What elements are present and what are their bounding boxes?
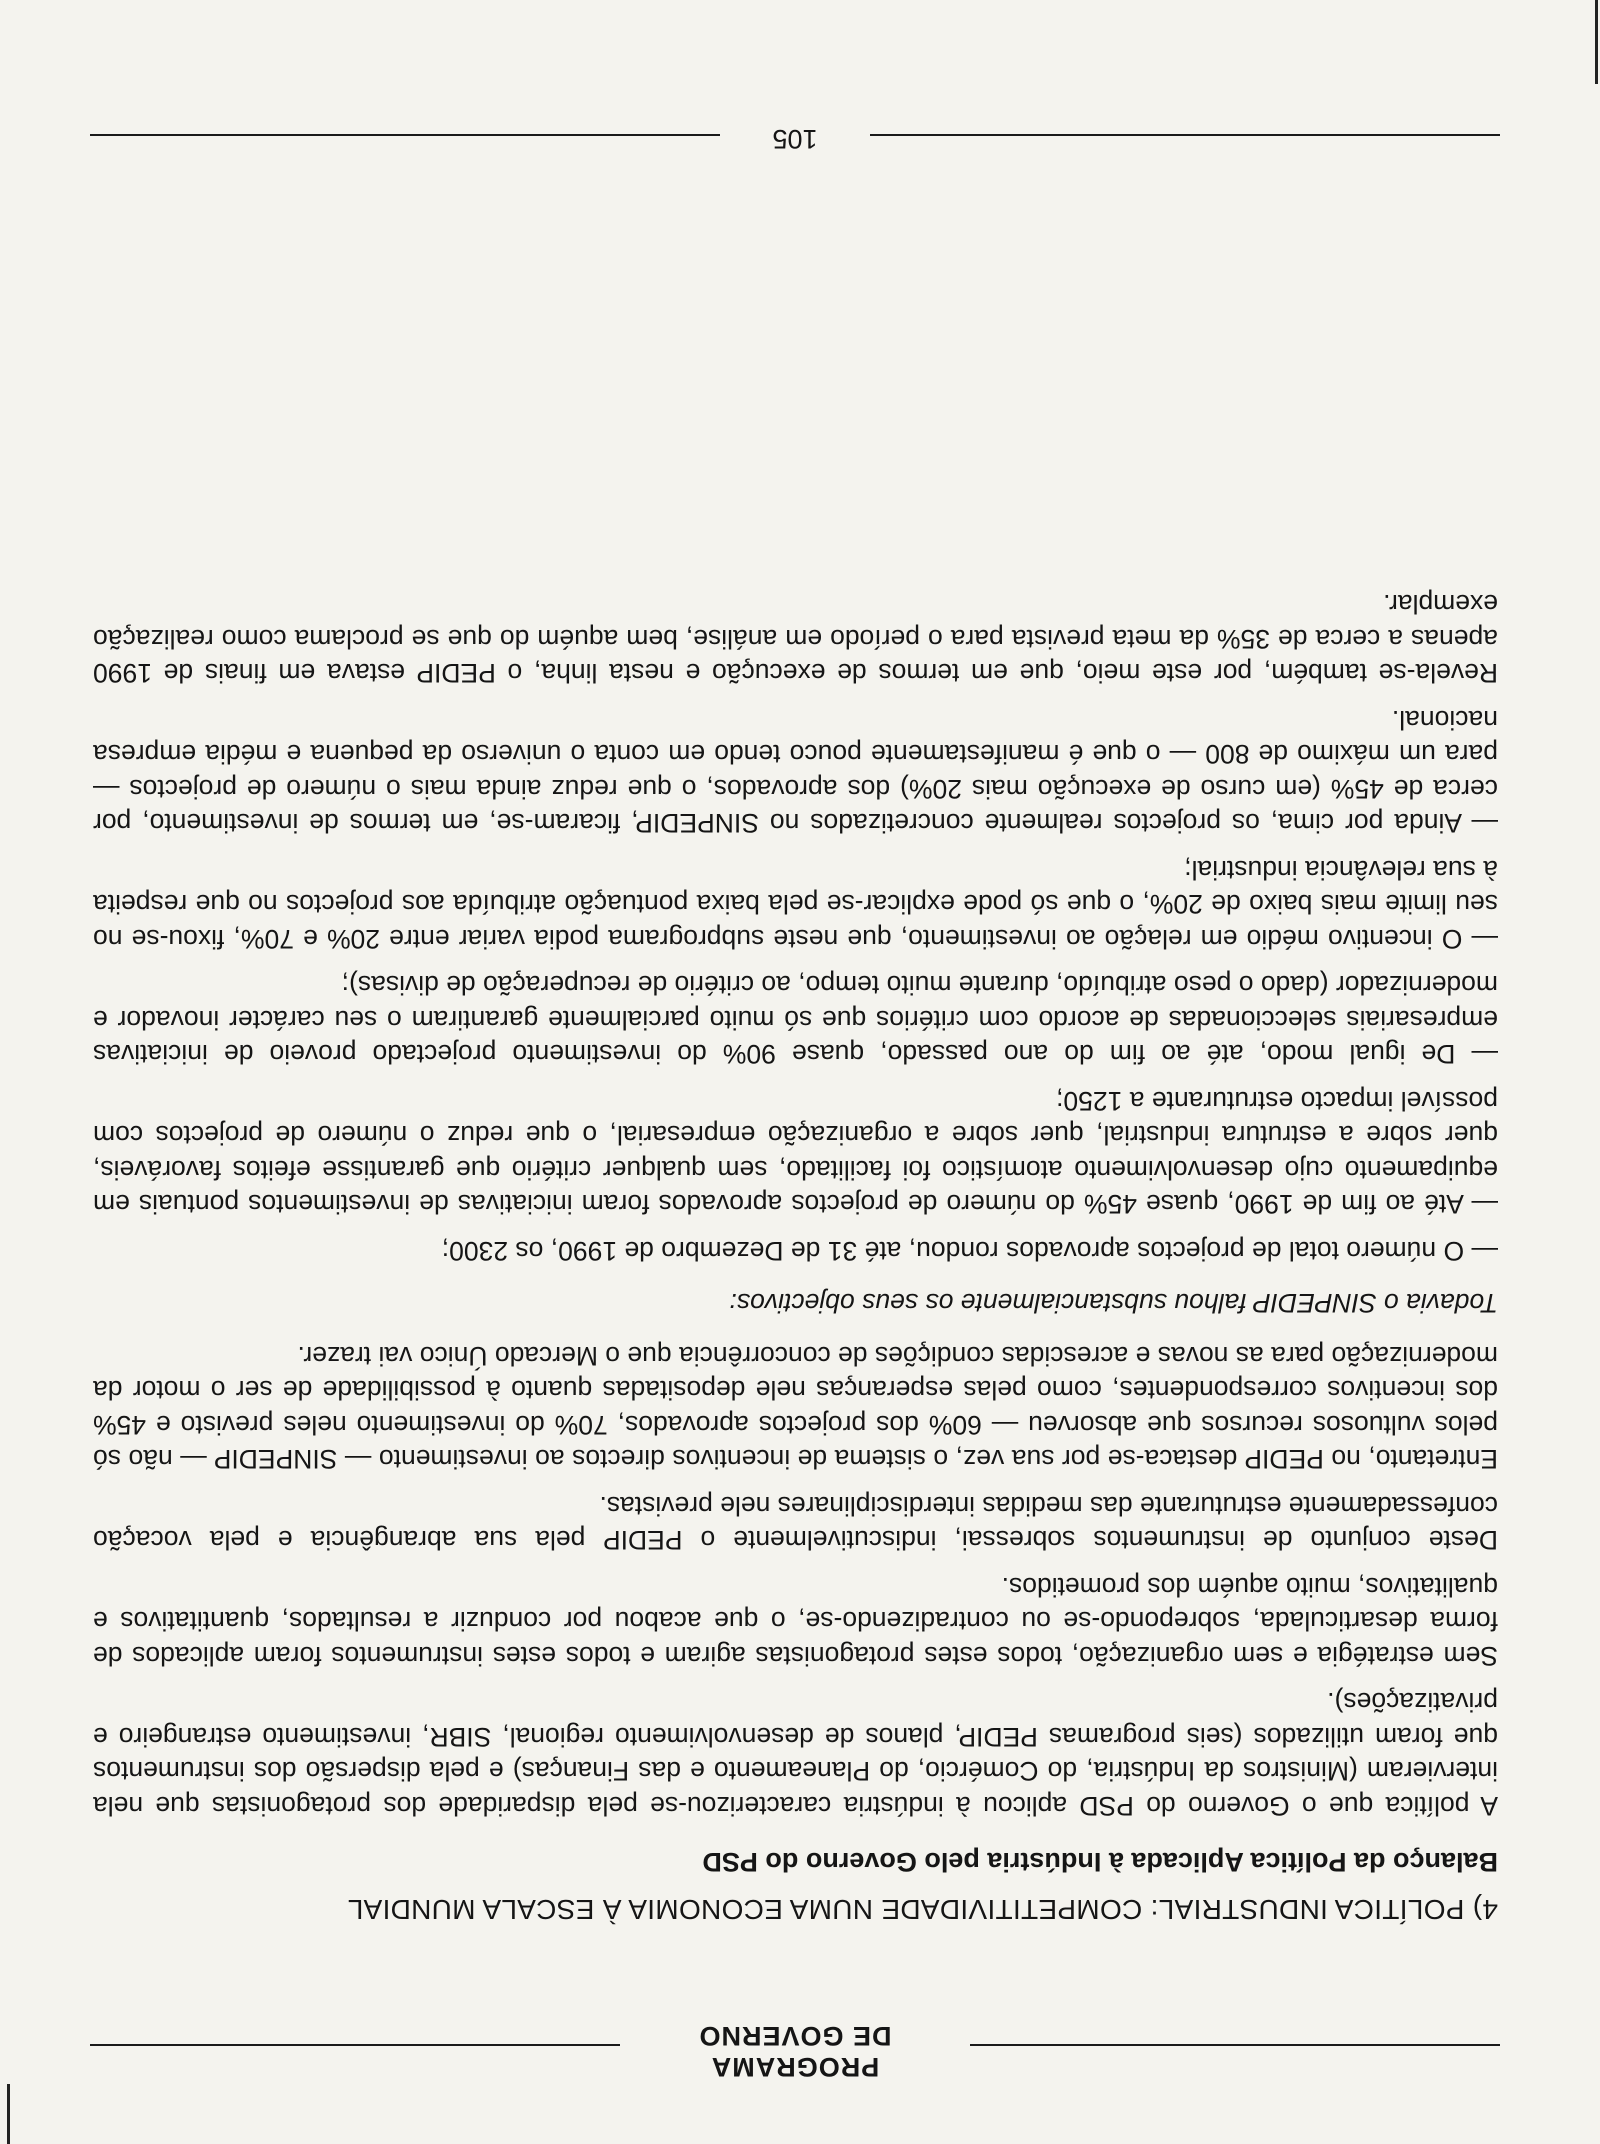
italic-lead: Todavia o SINPEDIP falhou substancialmente os seus objectivos: bbox=[729, 1288, 1498, 1319]
program-title: PROGRAMA DE GOVERNO bbox=[698, 2021, 892, 2082]
paragraph: Deste conjunto de instrumentos sobressai, indiscutivelmente o PEDIP pela sua abrangência e pela vocação confessadamente estruturante das medidas interdisciplinares nele previstas. bbox=[93, 1491, 1498, 1556]
paragraph: A política que o Governo do PSD aplicou à indústria caracterizou-se pela disparidade dos protagonistas que nela intervieram (Ministros da Indústria, do Comércio, do Planeamento e das Finanças) e pela dispersão dos instrumentos que foram utilizados (seis programas PEDIP, planos de desenvolvimento regional, SIBR, investimento estrangeiro e privatizações). bbox=[93, 1687, 1498, 1821]
page-edge-mark bbox=[1595, 0, 1598, 84]
footer-rule bbox=[870, 134, 1500, 136]
page-footer bbox=[90, 116, 1500, 156]
program-header bbox=[90, 2000, 1500, 2086]
list-item: — Até ao fim de 1990, quase 45% do número de projectos aprovados foram iniciativas de investimentos pontuais em equipamento cujo desenvolvimento atomístico foi facilitado, sem qualquer critério que garantisse efeitos favoráveis, quer sobre a estrutura industrial, quer sobre a organização empresarial, o que reduz o número de projectos com possível impacto estruturante a 1250; bbox=[93, 1086, 1498, 1220]
paragraph: Entretanto, no PEDIP destaca-se por sua vez, o sistema de incentivos directos ao investimento — SINPEDIP — não só pelos vultuosos recursos que absorveu — 60% dos projectos aprovados, 70% do investimento neles previsto e 45% dos incentivos correspondentes, como pelas esperanças nele depositadas quanto à possibilidade de ser o motor da modernização para as novas e acrescidas condições de concorrência que o Mercado Único vai trazer. bbox=[93, 1341, 1498, 1475]
list-item: — De igual modo, até ao fim do ano passado, quase 90% do investimento projectado proveio de iniciativas empresariais seleccionadas de acordo com critérios que só muito parcialmente garantiram o seu carácter inovador e modernizador (dado o peso atribuído, durante muito tempo, ao critério de recuperação de divisas); bbox=[93, 970, 1498, 1070]
header-rule bbox=[90, 2044, 620, 2046]
closing-paragraph: Revela-se também, por este meio, que em termos de execução e nesta linha, o PEDIP estava em finais de 1990 apenas a cerca de 35% da meta prevista para o período em análise, bem aquém do que se proclama como realização exemplar. bbox=[93, 589, 1498, 689]
list-item: — O número total de projectos aprovados rondou, até 31 de Dezembro de 1990, os 2300; bbox=[441, 1236, 1498, 1266]
section-title: 4) POLÍTICA INDUSTRIAL: COMPETITIVIDADE NUMA ECONOMIA À ESCALA MUNDIAL bbox=[347, 1894, 1498, 1925]
list-item: — O incentivo médio em relação ao investimento, que neste subprograma podia variar entre 20% e 70%, fixou-se no seu limite mais baixo de 20%, o que só pode explicar-se pela baixa pontuação atribuída aos projectos no que respeita à sua relevância industrial; bbox=[93, 855, 1498, 954]
page-content bbox=[93, 575, 1498, 1926]
subheading: Balanço da Política Aplicada à Indústria pelo Governo do PSD bbox=[702, 1847, 1498, 1878]
header-rule bbox=[970, 2044, 1500, 2046]
page-number: 105 bbox=[772, 124, 818, 154]
list-item: — Ainda por cima, os projectos realmente concretizados no SINPEDIP, ficaram-se, em termos de investimento, por cerca de 45% (em curso de execução mais 20%) dos aprovados, o que reduz ainda mais o número de projectos — para um máximo de 800 — o que é manifestamente pouco tendo em conta o universo da pequena e média empresa nacional. bbox=[93, 705, 1498, 839]
paragraph: Sem estratégia e sem organização, todos estes protagonistas agiram e todos estes instrumentos foram aplicados de forma desarticulada, sobrepondo-se ou contradizendo-se, o que acabou por conduzir a resultados, quantitativos e qualitativos, muito aquém dos prometidos. bbox=[93, 1572, 1498, 1671]
page-edge-mark bbox=[7, 2084, 10, 2144]
footer-rule bbox=[90, 134, 720, 136]
